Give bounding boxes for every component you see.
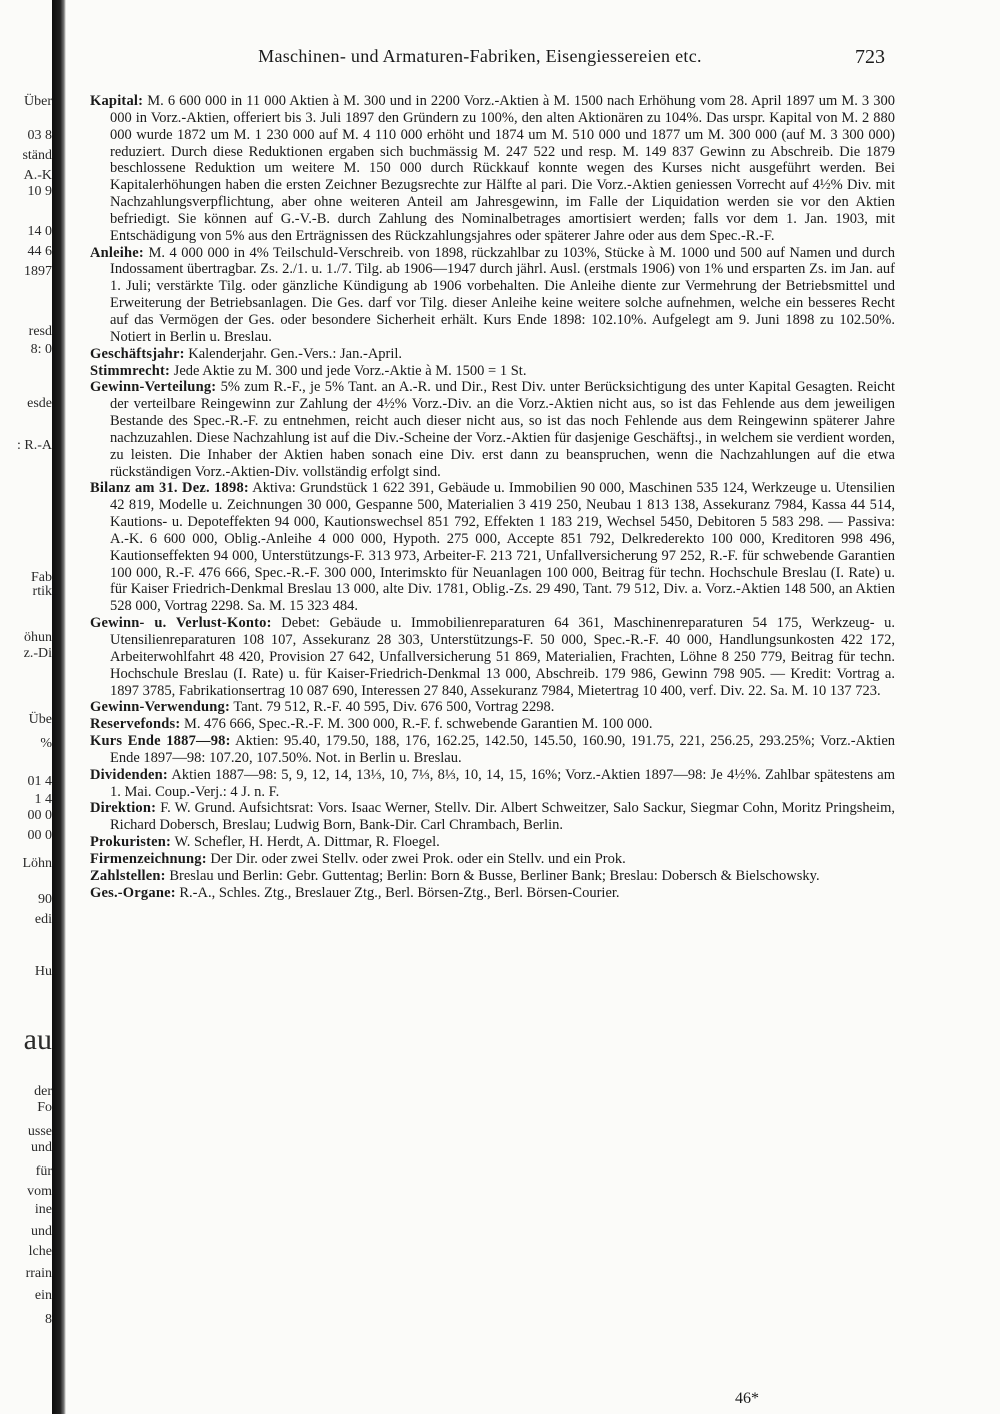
section-text: Der Dir. oder zwei Stellv. oder zwei Prok. oder ein Stellv. und ein Prok.	[210, 850, 626, 867]
section-text: Aktien: 95.40, 179.50, 188, 176, 162.25, 142.50, 145.50, 160.90, 191.75, 221, 256.25, 293.25%; Vorz.-Aktien Ende 1897—98: 107.20, 107.50%. Not. in Berlin u. Breslau.	[110, 733, 895, 766]
margin-fragment: 14 0	[27, 224, 52, 239]
margin-fragment: und	[31, 1140, 52, 1155]
section-text: W. Schefler, H. Herdt, A. Dittmar, R. Floegel.	[174, 834, 440, 851]
section-text: 5% zum R.-F., je 5% Tant. an A.-R. und Dir., Rest Div. unter Berücksichtigung des unter Kapital Gesagten. Reicht der verteilbare Reingewinn zur Zahlung der 4½% Vorz.-Div. an die Vorz.-Aktien nicht aus, so ist das Fehlende aus dem jeweiligen Bestande des Spec.-R.-F. zu entnehmen, reicht auch dieser nicht aus, so ist das noch Fehlende aus dem Reingewinn späterer Jahre nachzuzahlen. Diese Nachzahlung ist auf die Div.-Scheine der Vorz.-Aktien für dasjenige Geschäftsj., in welchem sie verdient worden, zu leisten. Die Inhaber der Aktien haben sonach eine Div. erst dann zu beanspruchen, wenn die Nachzahlungen auf die etwa rückständigen Vorz.-Aktien-Div. vollständig erfolgt sind.	[110, 379, 895, 480]
binding-shadow	[52, 0, 66, 1414]
margin-fragment: 1897	[24, 264, 52, 279]
section-heading: Firmenzeichnung:	[90, 850, 207, 867]
section-prokuristen	[90, 834, 895, 851]
section-heading: Direktion:	[90, 800, 157, 817]
margin-fragment: Hu	[34, 964, 52, 979]
margin-fragment: vom	[27, 1184, 52, 1199]
margin-fragment: 44 6	[27, 244, 52, 259]
section-text: Tant. 79 512, R.-F. 40 595, Div. 676 500, Vortrag 2298.	[233, 699, 555, 716]
section-text: Debet: Gebäude u. Immobilienreparaturen 64 361, Maschinenreparaturen 54 175, Werkzeug- u. Utensilienreparaturen 108 107, Assekuranz 28 303, Unterstützungs-F. 50 000, Spec.-R.-F. 40 000, Handlungsunkosten 422 172, Arbeiterwohlfahrt 48 420, Provision 27 642, Unfallversicherung 51 869, Materialien, Frachten, Löhne 8 250 779, Beitrag für techn. Hochschule Breslau (I. Rate) u. für Kaiser-Friedrich-Denkmal 13 000, Abschreib. 179 986, Gewinn 798 905. — Kredit: Vortrag a. 1897 3785, Fabrikationsertrag 10 087 690, Interessen 27 840, Assekuranz 7984, Mietertrag 10 400, verf. Div. 22. Sa. M. 10 137 723.	[110, 615, 895, 699]
section-heading: Anleihe:	[90, 244, 144, 261]
page-header	[0, 46, 1000, 76]
section-direktion	[90, 800, 895, 834]
margin-fragment: 00 0	[27, 808, 52, 823]
section-heading: Bilanz am 31. Dez. 1898:	[90, 480, 249, 497]
margin-fragment: rrain	[25, 1266, 52, 1281]
sheet-signature: 46*	[735, 1390, 759, 1407]
margin-fragment: 90	[38, 892, 52, 907]
section-heading: Gewinn- u. Verlust-Konto:	[90, 615, 272, 632]
margin-fragment: der	[34, 1084, 52, 1099]
section-heading: Kapital:	[90, 93, 144, 109]
section-gewinn-u-verlust-konto	[90, 615, 895, 699]
margin-fragment: für	[35, 1164, 52, 1179]
section-heading: Prokuristen:	[90, 834, 172, 851]
section-text: Jede Aktie zu M. 300 und jede Vorz.-Aktie à M. 1500 = 1 St.	[173, 362, 527, 379]
margin-fragment: ständ	[22, 148, 52, 163]
section-text: Breslau und Berlin: Gebr. Guttentag; Berlin: Born & Busse, Berliner Bank; Breslau: Dobersch & Bielschowsky.	[169, 867, 820, 884]
section-heading: Zahlstellen:	[90, 867, 166, 884]
section-kapital	[90, 93, 895, 245]
section-heading: Gewinn-Verwendung:	[90, 699, 231, 716]
margin-fragment: Fab	[31, 570, 52, 585]
margin-fragment: rtik	[32, 584, 52, 599]
margin-fragment: öhun	[24, 630, 52, 645]
margin-fragment: au	[23, 1023, 52, 1056]
section-gewinn-verteilung	[90, 379, 895, 480]
margin-fragment: 10 9	[27, 184, 52, 199]
margin-fragment: : R.-A	[17, 438, 52, 453]
margin-fragment: %	[40, 736, 52, 751]
section-anleihe	[90, 245, 895, 346]
margin-fragment: usse	[27, 1124, 52, 1139]
margin-fragment: 8	[45, 1312, 52, 1327]
section-text: R.-A., Schles. Ztg., Breslauer Ztg., Berl. Börsen-Ztg., Berl. Börsen-Courier.	[179, 884, 620, 901]
section-heading: Ges.-Organe:	[90, 884, 176, 901]
section-text: Aktien 1887—98: 5, 9, 12, 14, 13⅓, 10, 7⅓, 8⅓, 10, 14, 15, 16%; Vorz.-Aktien 1897—98: Je 4½%. Zahlbar spätestens am 1. Mai. Coup.-Verj.: 4 J. n. F.	[110, 766, 895, 800]
margin-fragment: Fo	[37, 1100, 52, 1115]
margin-fragment: Übe	[28, 712, 52, 727]
section-stimmrecht	[90, 363, 895, 380]
section-zahlstellen	[90, 868, 895, 885]
margin-fragment: Löhn	[22, 856, 52, 871]
section-dividenden	[90, 767, 895, 801]
page-number: 723	[855, 46, 885, 68]
margin-fragment: 1 4	[34, 792, 52, 807]
article-body	[90, 93, 895, 1324]
left-margin-fragments	[0, 84, 54, 1414]
running-title: Maschinen- und Armaturen-Fabriken, Eisengiessereien etc.	[258, 46, 702, 66]
section-text: F. W. Grund. Aufsichtsrat: Vors. Isaac Werner, Stellv. Dir. Albert Schweitzer, Salo Sackur, Siegmar Cohn, Moritz Pringsheim, Richard Dobersch, Breslau; Ludwig Born, Bank-Dir. Carl Chrambach, Berlin.	[110, 800, 895, 834]
section-text: M. 4 000 000 in 4% Teilschuld-Verschreib. von 1898, rückzahlbar zu 103%, Stücke à M. 1000 und 500 auf Namen und durch Indossament übertragbar. Zs. 2./1. u. 1./7. Tilg. ab 1906—1947 durch jährl. Ausl. (erstmals 1906) von 1% und ersparten Zs. im Jan. auf 1. Juli; verstärkte Tilg. oder gänzliche Kündigung ab 1906 vorbehalten. Die Anleihe diente zur Vermehrung der Betriebsmittel und Erweiterung der Betriebsanlagen. Die Ges. darf vor Tilg. dieser Anleihe keine weitere solche aufnehmen, welche ein besseres Recht auf das Vermögen der Ges. oder besondere Sicherheit erhält. Kurs Ende 1898: 102.10%. Aufgelegt am 9. Juni 1898 zu 102.50%. Notiert in Berlin u. Breslau.	[110, 244, 895, 345]
section-heading: Gewinn-Verteilung:	[90, 379, 217, 396]
margin-fragment: ine	[34, 1202, 52, 1217]
section-text: M. 476 666, Spec.-R.-F. M. 300 000, R.-F. f. schwebende Garantien M. 100 000.	[184, 716, 653, 733]
margin-fragment: z.-Di	[23, 646, 52, 661]
margin-fragment: lche	[28, 1244, 52, 1259]
section-text: M. 6 600 000 in 11 000 Aktien à M. 300 und in 2200 Vorz.-Aktien à M. 1500 nach Erhöhung vom 28. April 1897 um M. 3 300 000 in Vorz.-Aktien, offeriert bis 3. Juli 1897 den Gründern zu 100%, den alten Aktionären zu 104%. Das urspr. Kapital von M. 2 880 000 wurde 1872 um M. 1 230 000 auf M. 4 110 000 erhöht und 1874 um M. 510 000 und 1877 um M. 300 000 (auf M. 3 300 000) reduziert. Durch diese Reduktionen ergaben sich buchmässig M. 247 522 und resp. M. 149 837 Gewinn zu Abschreib. Die 1879 beschlossene Reduktion um weitere M. 150 000 durch Rückkauf konnte wegen des Kurses nicht ausgeführt werden. Bei Kapitalerhöhungen haben die ersten Zeichner Bezugsrechte zur Hälfte al pari. Die Vorz.-Aktien geniessen Vorrecht auf 4½% Div. mit Nachzahlungsverpflichtung, aber ohne weiteren Anteil am Jahresgewinn, im Falle der Liquidation werden sie vor den Aktien befriedigt. Sie können auf G.-V.-B. durch Zahlung des Nominalbetrages amortisiert werden; falls vor dem 1. Jan. 1903, mit Entschädigung von 5% aus den Erträgnissen des Rückzahlungsjahres oder späterer Jahre oder aus dem Spec.-R.-F.	[110, 93, 895, 244]
section-heading: Stimmrecht:	[90, 362, 171, 379]
section-reservefonds	[90, 716, 895, 733]
margin-fragment: esde	[27, 396, 52, 411]
margin-fragment: 8: 0	[30, 342, 52, 357]
margin-fragment: Über	[24, 94, 52, 109]
section-heading: Reservefonds:	[90, 716, 181, 733]
margin-fragment: resd	[28, 324, 52, 339]
margin-fragment: edi	[34, 912, 52, 927]
margin-fragment: ein	[34, 1288, 52, 1303]
margin-fragment: A.-K	[23, 168, 52, 183]
section-heading: Geschäftsjahr:	[90, 345, 185, 362]
margin-fragment: und	[31, 1224, 52, 1239]
section-heading: Dividenden:	[90, 766, 168, 783]
section-text: Kalenderjahr. Gen.-Vers.: Jan.-April.	[188, 345, 403, 362]
section-heading: Kurs Ende 1887—98:	[90, 733, 231, 750]
section-ges-organe	[90, 885, 895, 902]
section-kurs-ende-1887-98	[90, 733, 895, 767]
margin-fragment: 03 8	[27, 128, 52, 143]
section-geschäftsjahr	[90, 346, 895, 363]
section-gewinn-verwendung	[90, 699, 895, 716]
margin-fragment: 00 0	[27, 828, 52, 843]
section-text: Aktiva: Grundstück 1 622 391, Gebäude u. Immobilien 90 000, Maschinen 535 124, Werkzeuge u. Utensilien 42 819, Modelle u. Zeichnungen 30 000, Gespanne 500, Materialien 3 419 250, Neubau 1 813 138, Assekuranz 7984, Kassa 44 514, Kautions- u. Depoteffekten 94 000, Kautionswechsel 851 792, Effekten 1 183 219, Wechsel 5450, Debitoren 5 583 298. — Passiva: A.-K. 6 600 000, Oblig.-Anleihe 4 000 000, Hypoth. 275 000, Accepte 851 792, Delkrederekto 100 000, Kreditoren 998 496, Kautionseffekten 94 000, Unterstützungs-F. 313 973, Arbeiter-F. 213 721, Unfallversicherung 97 252, R.-F. für schwebende Garantien 100 000, R.-F. 476 666, Spec.-R.-F. 300 000, Interimskto für Neuanlagen 100 000, Beitrag für techn. Hochschule Breslau (I. Rate) u. für Kaiser Friedrich-Denkmal Breslau 13 000, alte Div. 1781, Oblig.-Zs. 29 490, Tant. 79 512, Div. a. Vorz.-Aktien 148 500, an Aktien 528 000, Vortrag 2298. Sa. M. 15 323 484.	[110, 480, 895, 615]
section-firmenzeichnung	[90, 851, 895, 868]
margin-fragment: 01 4	[27, 774, 52, 789]
section-bilanz-am-31-dez-1898	[90, 480, 895, 615]
